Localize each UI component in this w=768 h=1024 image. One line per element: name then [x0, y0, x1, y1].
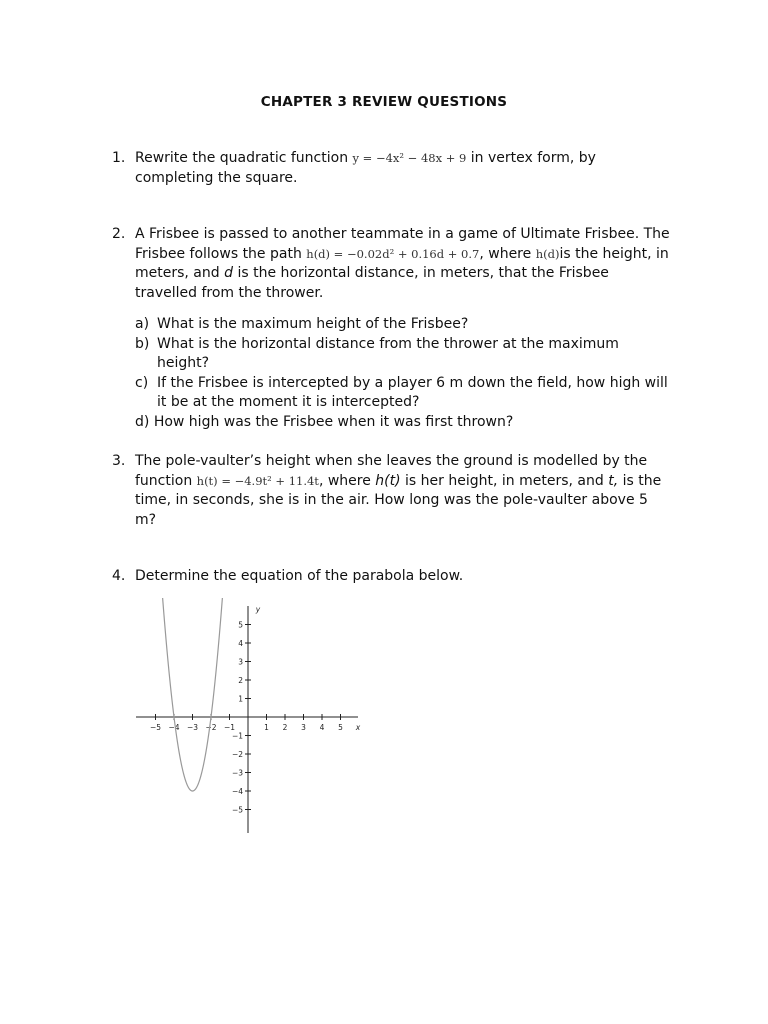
q2-parts	[135, 315, 672, 432]
x-tick-label: 1	[264, 723, 269, 732]
x-tick-label: 4	[319, 723, 325, 732]
q2-text-2: , where	[479, 245, 532, 262]
y-tick-label: 1	[238, 694, 243, 704]
y-tick-label: 5	[238, 620, 243, 630]
y-tick-label: −5	[231, 805, 243, 815]
x-tick-label: −1	[223, 723, 236, 732]
page-title: CHAPTER 3 REVIEW QUESTIONS	[260, 94, 508, 110]
q4-text: Determine the equation of the parabola below.	[135, 568, 464, 584]
q3-text-2: , where	[318, 472, 371, 489]
q2-part-a: a) What is the maximum height of the Frisbee?	[135, 316, 469, 332]
y-axis-label: y	[255, 605, 261, 614]
q3-text-3: is her height, in meters, and	[405, 472, 604, 489]
q2-part-d: d) How high was the Frisbee when it was first thrown?	[135, 413, 514, 430]
y-tick-label: −4	[231, 787, 243, 796]
q3-text-1: The pole-vaulter’s height when she leaves the ground is modelled by the function	[135, 453, 648, 489]
x-tick-label: −3	[186, 723, 199, 732]
y-tick-label: 2	[238, 676, 243, 685]
y-tick-label: −1	[231, 731, 243, 741]
x-tick-label: 5	[338, 723, 343, 732]
x-tick-label: −5	[149, 723, 162, 732]
q2-hd: h(d)	[535, 246, 560, 261]
parabola-graph	[130, 598, 370, 838]
y-tick-label: 4	[238, 639, 243, 648]
q2-part-b: b) What is the horizontal distance from the thrower at the maximum height?	[135, 335, 619, 371]
question-number: 4.	[112, 568, 126, 584]
question-3	[112, 452, 672, 530]
x-tick-label: 2	[282, 723, 288, 732]
q2-d: d	[224, 265, 233, 281]
q3-equation: h(t) = −4.9t² + 11.4t	[196, 473, 319, 488]
question-1	[112, 149, 672, 188]
q3-ht: h(t)	[375, 472, 401, 489]
q2-text-1: A Frisbee is passed to another teammate in a game of Ultimate Frisbee. The Frisbee follows the path	[135, 226, 670, 262]
q2-text-4: is the horizontal distance, in meters, that the Frisbee travelled from the thrower.	[135, 265, 609, 301]
q1-text-before: Rewrite the quadratic function	[135, 150, 349, 166]
q2-text-3: is the height, in meters, and	[135, 245, 669, 281]
question-4	[112, 567, 672, 587]
y-tick-label: −3	[231, 768, 243, 778]
question-number: 3.	[112, 453, 126, 469]
x-tick-label: −4	[168, 723, 180, 732]
q3-t: t,	[608, 472, 619, 489]
x-axis-label: x	[355, 723, 361, 732]
y-tick-label: 3	[238, 657, 243, 667]
x-tick-label: −2	[205, 723, 217, 732]
question-number: 2.	[112, 226, 126, 242]
q3-text-4: is the time, in seconds, she is in the air. How long was the pole-vaulter above 5 m?	[135, 472, 662, 528]
parabola-curve	[146, 598, 239, 791]
q2-equation: h(d) = −0.02d² + 0.16d + 0.7	[306, 246, 480, 261]
q1-text-after: in vertex form, by completing the square.	[135, 150, 596, 186]
question-number: 1.	[112, 150, 126, 166]
y-tick-label: −2	[231, 750, 243, 759]
q2-part-c: c) If the Frisbee is intercepted by a player 6 m down the field, how high will it be at the moment it is intercepted?	[135, 374, 668, 410]
question-2	[112, 225, 672, 432]
q1-equation: y = −4x² − 48x + 9	[352, 151, 467, 165]
x-tick-label: 3	[301, 723, 306, 732]
